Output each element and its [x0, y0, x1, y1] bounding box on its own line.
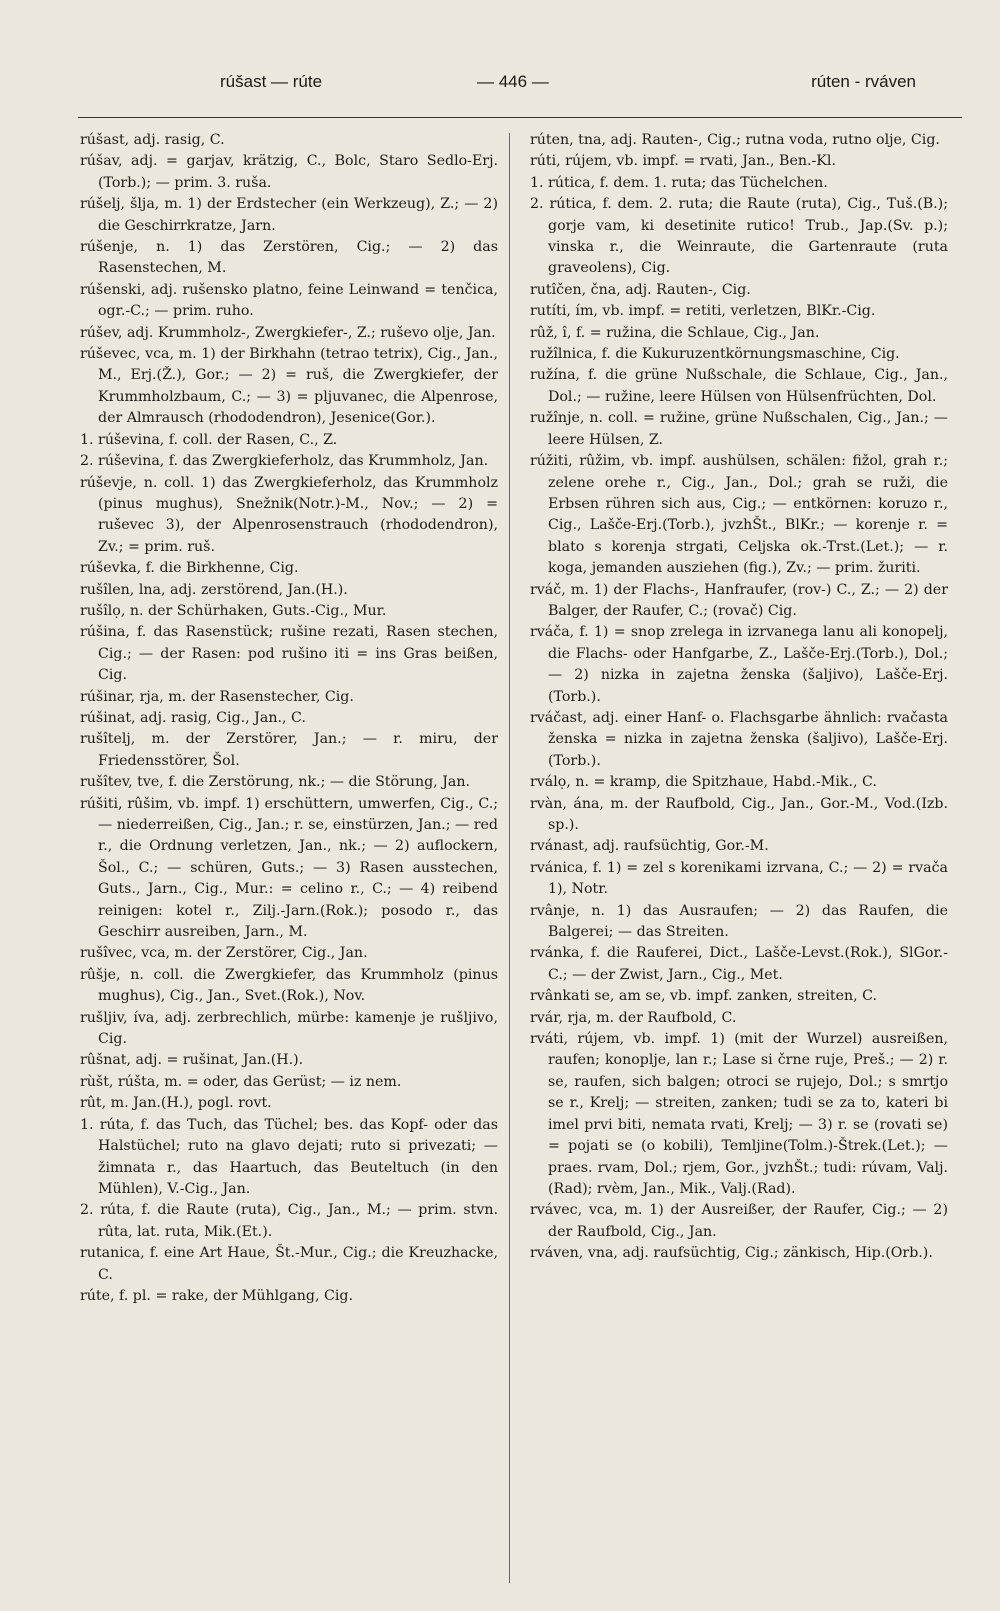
dictionary-entry: rúševje, n. coll. 1) das Zwergkieferholz, das Krummholz (pinus mughus), Snežnik(Notr.)-M., Nov.; — 2) = ruševec 3), der Alpenrosenstrauch (rhododendron), Zv.; = prim. ruš. — [80, 474, 498, 555]
dictionary-entry: rúšelj, šlja, m. 1) der Erdstecher (ein Werkzeug), Z.; — 2) die Geschirrkratze, Jarn. — [80, 196, 498, 234]
dictionary-entry: rvánka, f. die Rauferei, Dict., Lašče-Levst.(Rok.), SlGor.-C.; — der Zwist, Jarn., Cig., Met. — [530, 945, 948, 983]
dictionary-entry: rúšiti, rûšim, vb. impf. 1) erschüttern, umwerfen, Cig., C.; — niederreißen, Cig., Jan.; r. se, einstürzen, Jan.; — red r., die Ordnung verletzen, Jan., nk.; — 2) auflockern, Šol., C.; — schüren, Guts.; — 3) Rasen ausstechen, Guts., Jarn., Cig., Mur.: = celino r., C.; — 4) reibend reinigen: kotel r., Zilj.-Jarn.(Rok.); posodo r., das Geschirr ausreiben, Jarn., M. — [80, 795, 498, 941]
dictionary-entry: rutanica, f. eine Art Haue, Št.-Mur., Cig.; die Kreuzhacke, C. — [80, 1245, 498, 1283]
dictionary-entry: ružína, f. die grüne Nußschale, die Schlaue, Cig., Jan., Dol.; — ružine, leere Hülsen von Hülsenfrüchten, Dol. — [530, 367, 948, 405]
dictionary-entry: rvàn, ána, m. der Raufbold, Cig., Jan., Gor.-M., Vod.(Izb. sp.). — [530, 795, 948, 833]
dictionary-entry: rûšnat, adj. = rušinat, Jan.(H.). — [80, 1052, 304, 1069]
dictionary-entry: rúševka, f. die Birkhenne, Cig. — [80, 560, 299, 577]
dictionary-entry: rváča, f. 1) = snop zrelega in izrvanega lanu ali konopelj, die Flachs- oder Hanfgarbe, Z., Lašče-Erj.(Torb.), Dol.; — 2) nizka in zajetna ženska (šaljivo), Lašče-Erj.(Torb.). — [530, 624, 948, 705]
dictionary-entry: rušîlen, lna, adj. zerstörend, Jan.(H.). — [80, 581, 348, 598]
dictionary-entry: rúšenski, adj. rušensko platno, feine Leinwand = tenčica, ogr.-C.; — prim. ruho. — [80, 281, 498, 320]
dictionary-entry: rùšt, rúšta, m. = oder, das Gerüst; — iz nem. — [80, 1073, 402, 1090]
column-divider — [509, 133, 510, 1583]
dictionary-entry: rvávec, vca, m. 1) der Ausreißer, der Raufer, Cig.; — 2) der Raufbold, Cig., Jan. — [530, 1202, 948, 1240]
dictionary-entry: rúšav, adj. = garjav, krätzig, C., Bolc, Staro Sedlo-Erj.(Torb.); — prim. 3. ruša. — [80, 153, 498, 191]
dictionary-entry: rûšje, n. coll. die Zwergkiefer, das Krummholz (pinus mughus), Cig., Jan., Svet.(Rok.), Nov. — [80, 966, 498, 1005]
dictionary-entry: rúžiti, rûžim, vb. impf. aushülsen, schälen: fižol, grah r.; zelene orehe r., Cig., Jan., Dol.; grah se ruži, die Erbsen rühren sich aus, Cig.; — entkörnen: koruzo r., Cig., Lašče-Erj.(Torb.), jvzhŠt., BlKr.; — korenje r. = blato s korenja strgati, Celjska ok.-Trst.(Let.); — r. koga, jemanden ausziehen (fig.), Zv.; — prim. žuriti. — [530, 453, 948, 577]
dictionary-entry: rušîtev, tve, f. die Zerstörung, nk.; — die Störung, Jan. — [80, 774, 470, 791]
dictionary-entry: rušîtelj, m. der Zerstörer, Jan.; — r. miru, der Friedensstörer, Šol. — [80, 731, 498, 769]
dictionary-entry: ružînje, n. coll. = ružine, grüne Nußschalen, Cig., Jan.; — leere Hülsen, Z. — [530, 410, 948, 448]
dictionary-entry: 1. rútica, f. dem. 1. ruta; das Tüchelchen. — [530, 174, 828, 191]
dictionary-entry: rválọ, n. = kramp, die Spitzhaue, Habd.-Mik., C. — [530, 774, 877, 791]
right-column — [530, 130, 948, 1265]
dictionary-entry: rúti, rújem, vb. impf. = rvati, Jan., Ben.-Kl. — [530, 153, 836, 170]
dictionary-entry: rúšev, adj. Krummholz-, Zwergkiefer-, Z.; ruševo olje, Jan. — [80, 324, 496, 341]
dictionary-entry: rúšenje, n. 1) das Zerstören, Cig.; — 2) das Rasenstechen, M. — [80, 239, 498, 277]
dictionary-entry: rváti, rújem, vb. impf. 1) (mit der Wurzel) ausreißen, raufen; konoplje, lan r.; Lase si črne ruje, Preš.; — 2) r. se, raufen, sich balgen; otroci se rujejo, Dol.; s smrtjo se r., Krelj; — streiten, zanken; tudi se za to, kateri bi imel prvi biti, nemata rvati, Krelj; — 3) r. se (rovati se) = pojati se (o kobili), Temljine(Tolm.)-Štrek.(Let.); — praes. rvam, Dol.; rjem, Gor., jvzhŠt.; tudi: rúvam, Valj.(Rad); rvèm, Jan., Mik., Valj.(Rad). — [530, 1031, 948, 1197]
dictionary-entry: rváčast, adj. einer Hanf- o. Flachsgarbe ähnlich: rvačasta ženska = nizka in zajetna ženska (šaljivo), Lašče-Erj.(Torb.). — [530, 709, 948, 769]
dictionary-entry: rúšast, adj. rasig, C. — [80, 132, 225, 148]
left-column — [80, 130, 498, 1307]
header-right-guideword: rúten - rváven — [811, 72, 916, 91]
dictionary-entry: rúte, f. pl. = rake, der Mühlgang, Cig. — [80, 1287, 353, 1304]
dictionary-entry: 1. rúševina, f. coll. der Rasen, C., Z. — [80, 431, 338, 448]
dictionary-entry: rúšinar, rja, m. der Rasenstecher, Cig. — [80, 688, 354, 705]
header-rule — [78, 117, 962, 118]
dictionary-entry: rvânje, n. 1) das Ausraufen; — 2) das Raufen, die Balgerei; — das Streiten. — [530, 902, 948, 941]
dictionary-entry: 1. rúta, f. das Tuch, das Tüchel; bes. das Kopf- oder das Halstüchel; ruto na glavo dejati; ruto si privezati; — žimnata r., das Haartuch, das Beuteltuch (in den Mühlen), V.-Cig., Jan. — [80, 1116, 498, 1197]
page-header — [80, 68, 952, 98]
dictionary-entry: 2. rútica, f. dem. 2. ruta; die Raute (ruta), Cig., Tuš.(B.); gorje vam, ki desetinite rutico! Trub., Jap.(Sv. p.); vinska r., die Weinraute, die Gartenraute (ruta graveolens), Cig. — [530, 196, 948, 277]
dictionary-entry: ružîlnica, f. die Kukuruzentkörnungsmaschine, Cig. — [530, 346, 900, 363]
dictionary-entry: rvár, rja, m. der Raufbold, C. — [530, 1009, 737, 1026]
dictionary-entry: rúten, tna, adj. Rauten-, Cig.; rutna voda, rutno olje, Cig. — [530, 132, 940, 148]
dictionary-entry: 2. rúta, f. die Raute (ruta), Cig., Jan., M.; — prim. stvn. rûta, lat. ruta, Mik.(Et.). — [80, 1202, 498, 1240]
dictionary-entry: rvánast, adj. raufsüchtig, Gor.-M. — [530, 838, 769, 855]
dictionary-entry: rušîlọ, n. der Schürhaken, Guts.-Cig., Mur. — [80, 602, 387, 619]
dictionary-entry: rutíti, ím, vb. impf. = retiti, verletzen, BlKr.-Cig. — [530, 303, 876, 320]
dictionary-entry: rušljiv, íva, adj. zerbrechlich, mürbe: kamenje je rušljivo, Cig. — [80, 1009, 498, 1048]
dictionary-entry: rût, m. Jan.(H.), pogl. rovt. — [80, 1095, 272, 1112]
dictionary-entry: rúšina, f. das Rasenstück; rušine rezati, Rasen stechen, Cig.; — der Rasen: pod rušino iti = ins Gras beißen, Cig. — [80, 624, 498, 684]
dictionary-entry: 2. rúševina, f. das Zwergkieferholz, das Krummholz, Jan. — [80, 453, 489, 470]
dictionary-entry: rûž, î, f. = ružina, die Schlaue, Cig., Jan. — [530, 324, 820, 341]
dictionary-entry: rvánica, f. 1) = zel s korenikami izrvana, C.; — 2) = rvača 1), Notr. — [530, 859, 948, 898]
dictionary-entry: rutîčen, čna, adj. Rauten-, Cig. — [530, 281, 751, 298]
dictionary-entry: rušîvec, vca, m. der Zerstörer, Cig., Jan. — [80, 945, 368, 962]
page-number: — 446 — — [477, 72, 549, 91]
header-left-guideword: rúšast — rúte — [220, 72, 323, 91]
dictionary-entry: rúševec, vca, m. 1) der Birkhahn (tetrao tetrix), Cig., Jan., M., Erj.(Ž.), Gor.; — 2) = ruš, die Zwergkiefer, der Krummholzbaum, C.; — 3) = pljuvanec, die Alpenrose, der Almrausch (rhododendron), Jesenice(Gor.). — [80, 346, 498, 427]
dictionary-entry: rvânkati se, am se, vb. impf. zanken, streiten, C. — [530, 988, 877, 1005]
dictionary-entry: rváč, m. 1) der Flachs-, Hanfraufer, (rov-) C., Z.; — 2) der Balger, der Raufer, C.; (rovač) Cig. — [530, 581, 948, 619]
dictionary-entry: rváven, vna, adj. raufsüchtig, Cig.; zänkisch, Hip.(Orb.). — [530, 1245, 933, 1262]
dictionary-entry: rúšinat, adj. rasig, Cig., Jan., C. — [80, 709, 306, 726]
